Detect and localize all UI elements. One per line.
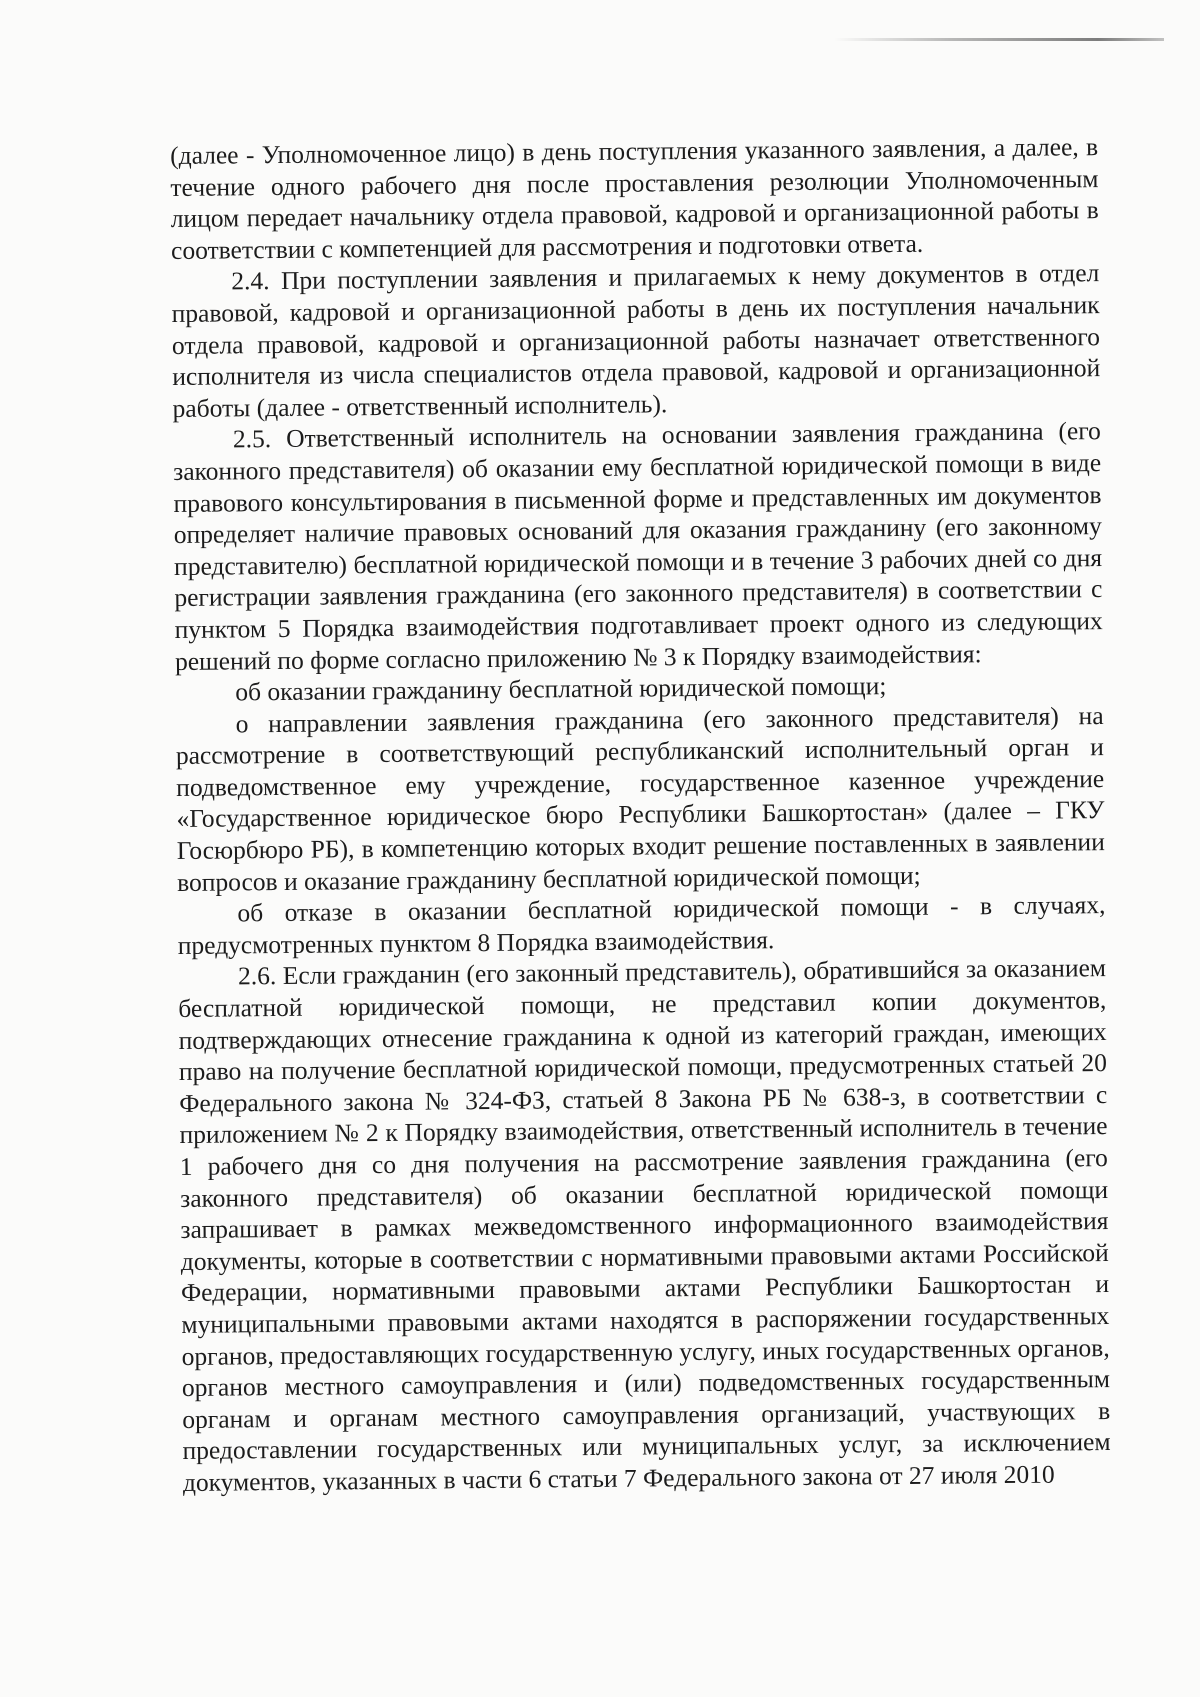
paragraph-option-provide-aid: об оказании гражданину бесплатной юридической помощи; <box>235 671 887 707</box>
scan-artifact-line <box>834 38 1164 41</box>
paragraph-option-redirect: о направлении заявления гражданина (его законного представителя) на рассмотрение в соответствующий республиканский исполнительный орган и подведомственное ему учреждение, государственное казенное учреждение «Государственное юридическое бюро Республики Башкортостан» (далее – ГКУ Госюрбюро РБ), в компетенцию которых входит решение поставленных в заявлении вопросов и оказание гражданину бесплатной юридической помощи; <box>175 700 1105 897</box>
paragraph-2-5: 2.5. Ответственный исполнитель на основании заявления гражданина (его законного представителя) об оказании ему бесплатной юридической помощи в виде правового консультирования в письменной форме и представленных им документов определяет наличие правовых оснований для оказания гражданину (его законному представителю) бесплатной юридической помощи и в течение 3 рабочих дней со дня регистрации заявления гражданина (его законного представителя) в соответствии с пунктом 5 Порядка взаимодействия подготавливает проект одного из следующих решений по форме согласно приложению № 3 к Порядку взаимодействия: <box>173 416 1103 676</box>
document-text-body <box>170 131 1111 1498</box>
paragraph-2-6: 2.6. Если гражданин (его законный представитель), обратившийся за оказанием бесплатной юридической помощи, не представил копии документов, подтверждающих отнесение гражданина к одной из категорий граждан, имеющих право на получение бесплатной юридической помощи, предусмотренных статьей 20 Федерального закона № 324-ФЗ, статьей 8 Закона РБ № 638-з, в соответствии с приложением № 2 к Порядку взаимодействия, ответственный исполнитель в течение 1 рабочего дня со дня получения на рассмотрение заявления гражданина (его законного представителя) об оказании бесплатной юридической помощи запрашивает в рамках межведомственного информационного взаимодействия документы, которые в соответствии с нормативными правовыми актами Российской Федерации, нормативными правовыми актами Республики Башкортостан и муниципальными правовыми актами находятся в распоряжении государственных органов, предоставляющих государственную услугу, иных государственных органов, органов местного самоуправления и (или) подведомственных государственным органам и органам местного самоуправления организаций, участвующих в предоставлении государственных или муниципальных услуг, за исключением документов, указанных в части 6 статьи 7 Федерального закона от 27 июля 2010 <box>178 953 1111 1497</box>
paragraph-option-refuse: об отказе в оказании бесплатной юридической помощи - в случаях, предусмотренных пунктом 8 Порядка взаимодействия. <box>177 890 1106 960</box>
paragraph-2-4: 2.4. При поступлении заявления и прилагаемых к нему документов в отдел правовой, кадровой и организационной работы в день их поступления начальник отдела правовой, кадровой и организационной работы назначает ответственного исполнителя из числа специалистов отдела правовой, кадровой и организационной работы (далее - ответственный исполнитель). <box>171 258 1101 423</box>
paragraph-continued: (далее - Уполномоченное лицо) в день поступления указанного заявления, а далее, в течение одного рабочего дня после проставления резолюции Уполномоченным лицом передает начальнику отдела правовой, кадровой и организационной работы в соответствии с компетенцией для рассмотрения и подготовки ответа. <box>170 132 1099 265</box>
